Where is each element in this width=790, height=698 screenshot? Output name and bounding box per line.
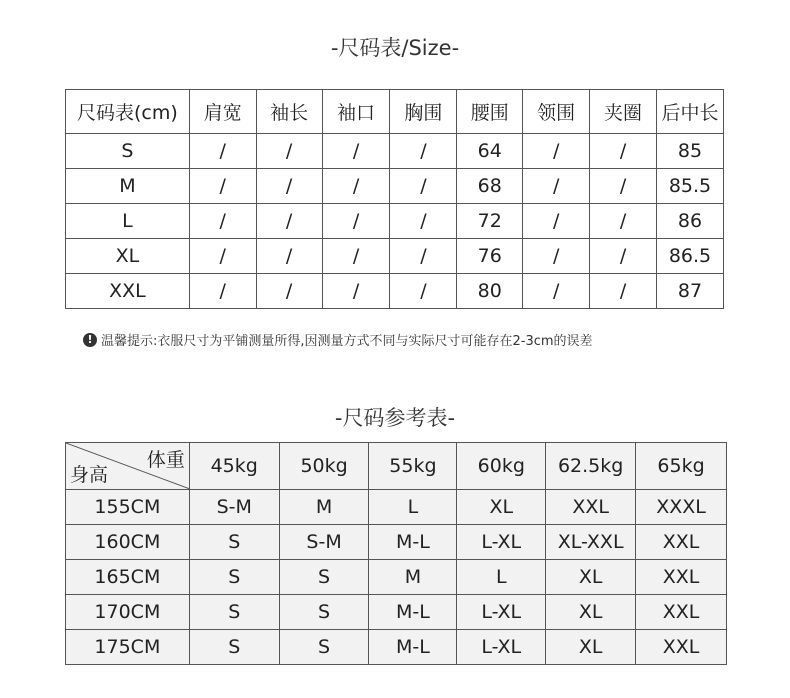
height-cell: 175CM bbox=[66, 630, 190, 665]
table-cell: / bbox=[322, 134, 390, 169]
size-cell: XXL bbox=[636, 525, 727, 560]
size-cell: XL bbox=[457, 490, 546, 525]
table-row bbox=[66, 525, 727, 560]
table-cell: / bbox=[189, 169, 256, 204]
height-cell: 155CM bbox=[66, 490, 190, 525]
height-cell: 160CM bbox=[66, 525, 190, 560]
corner-cell bbox=[66, 443, 190, 490]
size-cell: M-L bbox=[369, 525, 457, 560]
size-cell: S bbox=[189, 595, 279, 630]
weight-header: 60kg bbox=[457, 443, 546, 490]
table-cell: / bbox=[390, 169, 457, 204]
table-cell: XXL bbox=[66, 274, 190, 309]
size-cell: XL bbox=[546, 630, 636, 665]
header-cell: 袖口 bbox=[322, 90, 390, 134]
table-cell: / bbox=[256, 134, 322, 169]
table-cell: / bbox=[390, 204, 457, 239]
table-cell: S bbox=[66, 134, 190, 169]
size-cell: M bbox=[279, 490, 369, 525]
table-cell: / bbox=[322, 204, 390, 239]
table-cell: XL bbox=[66, 239, 190, 274]
header-cell: 后中长 bbox=[656, 90, 723, 134]
header-cell: 领围 bbox=[523, 90, 590, 134]
weight-header: 45kg bbox=[189, 443, 279, 490]
table-cell: / bbox=[189, 134, 256, 169]
table-cell: / bbox=[590, 134, 657, 169]
table-cell: / bbox=[590, 274, 657, 309]
size-cell: XL bbox=[546, 560, 636, 595]
reference-header-row bbox=[66, 443, 727, 490]
table-cell: / bbox=[390, 239, 457, 274]
table-row bbox=[66, 204, 724, 239]
size-cell: XL-XXL bbox=[546, 525, 636, 560]
table-cell: / bbox=[256, 274, 322, 309]
size-cell: S bbox=[279, 630, 369, 665]
size-cell: S bbox=[189, 525, 279, 560]
table-cell: 80 bbox=[457, 274, 523, 309]
size-cell: XXL bbox=[636, 630, 727, 665]
size-cell: S bbox=[189, 560, 279, 595]
header-cell: 夹圈 bbox=[590, 90, 657, 134]
size-cell: L bbox=[369, 490, 457, 525]
table-cell: / bbox=[390, 134, 457, 169]
table-cell: 72 bbox=[457, 204, 523, 239]
size-cell: S-M bbox=[189, 490, 279, 525]
size-cell: L-XL bbox=[457, 525, 546, 560]
table-cell: / bbox=[322, 239, 390, 274]
weight-header: 50kg bbox=[279, 443, 369, 490]
table-row bbox=[66, 239, 724, 274]
table-row bbox=[66, 595, 727, 630]
table-row bbox=[66, 169, 724, 204]
weight-header: 65kg bbox=[636, 443, 727, 490]
table-cell: / bbox=[523, 134, 590, 169]
size-cell: L bbox=[457, 560, 546, 595]
height-cell: 170CM bbox=[66, 595, 190, 630]
header-cell: 胸围 bbox=[390, 90, 457, 134]
header-cell: 袖长 bbox=[256, 90, 322, 134]
note-text: 温馨提示:衣服尺寸为平铺测量所得,因测量方式不同与实际尺寸可能存在2-3cm的误差 bbox=[101, 334, 593, 349]
size-cell: XXL bbox=[546, 490, 636, 525]
table-cell: L bbox=[66, 204, 190, 239]
table-row bbox=[66, 490, 727, 525]
table-cell: / bbox=[590, 169, 657, 204]
table-row bbox=[66, 630, 727, 665]
size-cell: S bbox=[189, 630, 279, 665]
size-cell: M bbox=[369, 560, 457, 595]
table-cell: 76 bbox=[457, 239, 523, 274]
table-cell: / bbox=[390, 274, 457, 309]
header-cell: 肩宽 bbox=[189, 90, 256, 134]
size-cell: XXL bbox=[636, 560, 727, 595]
table-cell: / bbox=[590, 204, 657, 239]
table-row bbox=[66, 560, 727, 595]
table-cell: 87 bbox=[656, 274, 723, 309]
reference-chart-table bbox=[65, 442, 727, 665]
size-chart-title: -尺码表/Size- bbox=[330, 36, 460, 60]
table-cell: 86 bbox=[656, 204, 723, 239]
height-cell: 165CM bbox=[66, 560, 190, 595]
table-cell: / bbox=[322, 274, 390, 309]
table-row bbox=[66, 134, 724, 169]
table-cell: / bbox=[523, 239, 590, 274]
size-cell: M-L bbox=[369, 595, 457, 630]
table-cell: 64 bbox=[457, 134, 523, 169]
corner-height-label: 身高 bbox=[70, 464, 109, 486]
table-cell: 86.5 bbox=[656, 239, 723, 274]
table-cell: / bbox=[256, 204, 322, 239]
table-cell: M bbox=[66, 169, 190, 204]
exclamation-icon: ! bbox=[83, 333, 97, 347]
measurement-note bbox=[83, 330, 593, 349]
size-cell: XXL bbox=[636, 595, 727, 630]
table-cell: 68 bbox=[457, 169, 523, 204]
size-cell: L-XL bbox=[457, 595, 546, 630]
size-cell: S bbox=[279, 595, 369, 630]
weight-header: 62.5kg bbox=[546, 443, 636, 490]
table-cell: / bbox=[256, 239, 322, 274]
size-cell: M-L bbox=[369, 630, 457, 665]
size-cell: S bbox=[279, 560, 369, 595]
table-cell: / bbox=[523, 274, 590, 309]
header-cell: 尺码表(cm) bbox=[66, 90, 190, 134]
size-cell: XXXL bbox=[636, 490, 727, 525]
size-cell: S-M bbox=[279, 525, 369, 560]
weight-header: 55kg bbox=[369, 443, 457, 490]
table-row bbox=[66, 274, 724, 309]
size-chart-table bbox=[65, 89, 724, 309]
reference-chart-title: -尺码参考表- bbox=[334, 406, 456, 430]
table-cell: / bbox=[189, 239, 256, 274]
header-cell: 腰围 bbox=[457, 90, 523, 134]
table-cell: / bbox=[523, 169, 590, 204]
table-cell: / bbox=[189, 274, 256, 309]
table-cell: 85 bbox=[656, 134, 723, 169]
size-cell: XL bbox=[546, 595, 636, 630]
table-cell: / bbox=[523, 204, 590, 239]
size-cell: L-XL bbox=[457, 630, 546, 665]
table-cell: / bbox=[189, 204, 256, 239]
table-cell: / bbox=[590, 239, 657, 274]
size-chart-header-row bbox=[66, 90, 724, 134]
table-cell: / bbox=[322, 169, 390, 204]
table-cell: 85.5 bbox=[656, 169, 723, 204]
corner-weight-label: 体重 bbox=[146, 449, 185, 471]
table-cell: / bbox=[256, 169, 322, 204]
